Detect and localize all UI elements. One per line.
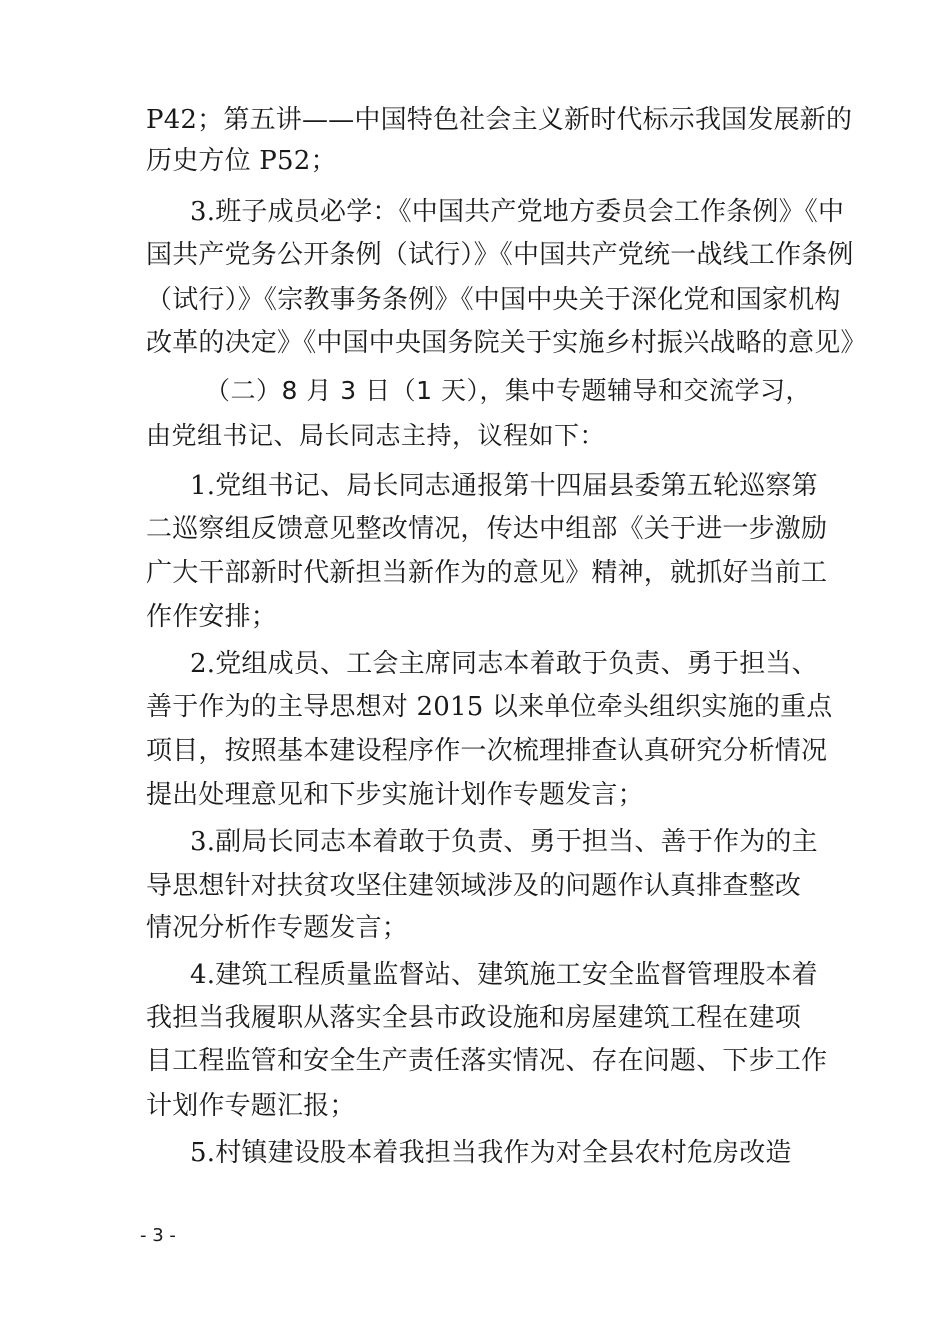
text-line: 改革的决定》《中国中央国务院关于实施乡村振兴战略的意见》 [146,328,867,358]
text-line: 5.村镇建设股本着我担当我作为对全县农村危房改造 [190,1138,792,1168]
section-heading: （二）8 月 3 日（1 天），集中专题辅导和交流学习， [205,376,812,405]
text-line: 善于作为的主导思想对 2015 以来单位牵头组织实施的重点 [146,692,833,722]
text-line: 计划作专题汇报； [146,1091,356,1121]
text-line: 国共产党务公开条例（试行）》《中国共产党统一战线工作条例 [146,240,854,270]
text-line: 项目，按照基本建设程序作一次梳理排查认真研究分析情况 [146,736,828,766]
text-line: 1.党组书记、局长同志通报第十四届县委第五轮巡察第 [190,471,818,501]
text-line: 导思想针对扶贫攻坚住建领域涉及的问题作认真排查整改 [146,871,802,901]
text-line: 2.党组成员、工会主席同志本着敢于负责、勇于担当、 [190,649,818,679]
section-heading-continued: 由党组书记、局长同志主持，议程如下： [146,421,606,450]
text-line: 广大干部新时代新担当新作为的意见》精神，就抓好当前工 [146,558,828,588]
text-line: 目工程监管和安全生产责任落实情况、存在问题、下步工作 [146,1046,828,1076]
text-line: 3.班子成员必学：《中国共产党地方委员会工作条例》《中 [190,197,845,227]
text-line: 4.建筑工程质量监督站、建筑施工安全监督管理股本着 [190,960,818,990]
text-line: 我担当我履职从落实全县市政设施和房屋建筑工程在建项 [146,1003,802,1033]
text-line: 提出处理意见和下步实施计划作专题发言； [146,780,644,810]
text-line: 二巡察组反馈意见整改情况，传达中组部《关于进一步激励 [146,514,828,544]
text-line: 历史方位 P52； [146,146,337,176]
text-line: （试行）》《宗教事务条例》《中国中央关于深化党和国家机构 [146,285,841,315]
text-line: 作作安排； [146,602,278,632]
page-number: - 3 - [140,1225,176,1246]
text-line: 情况分析作专题发言； [146,913,409,943]
text-line: 3.副局长同志本着敢于负责、勇于担当、善于作为的主 [190,827,818,857]
text-line: P42；第五讲——中国特色社会主义新时代标示我国发展新的 [146,105,853,135]
